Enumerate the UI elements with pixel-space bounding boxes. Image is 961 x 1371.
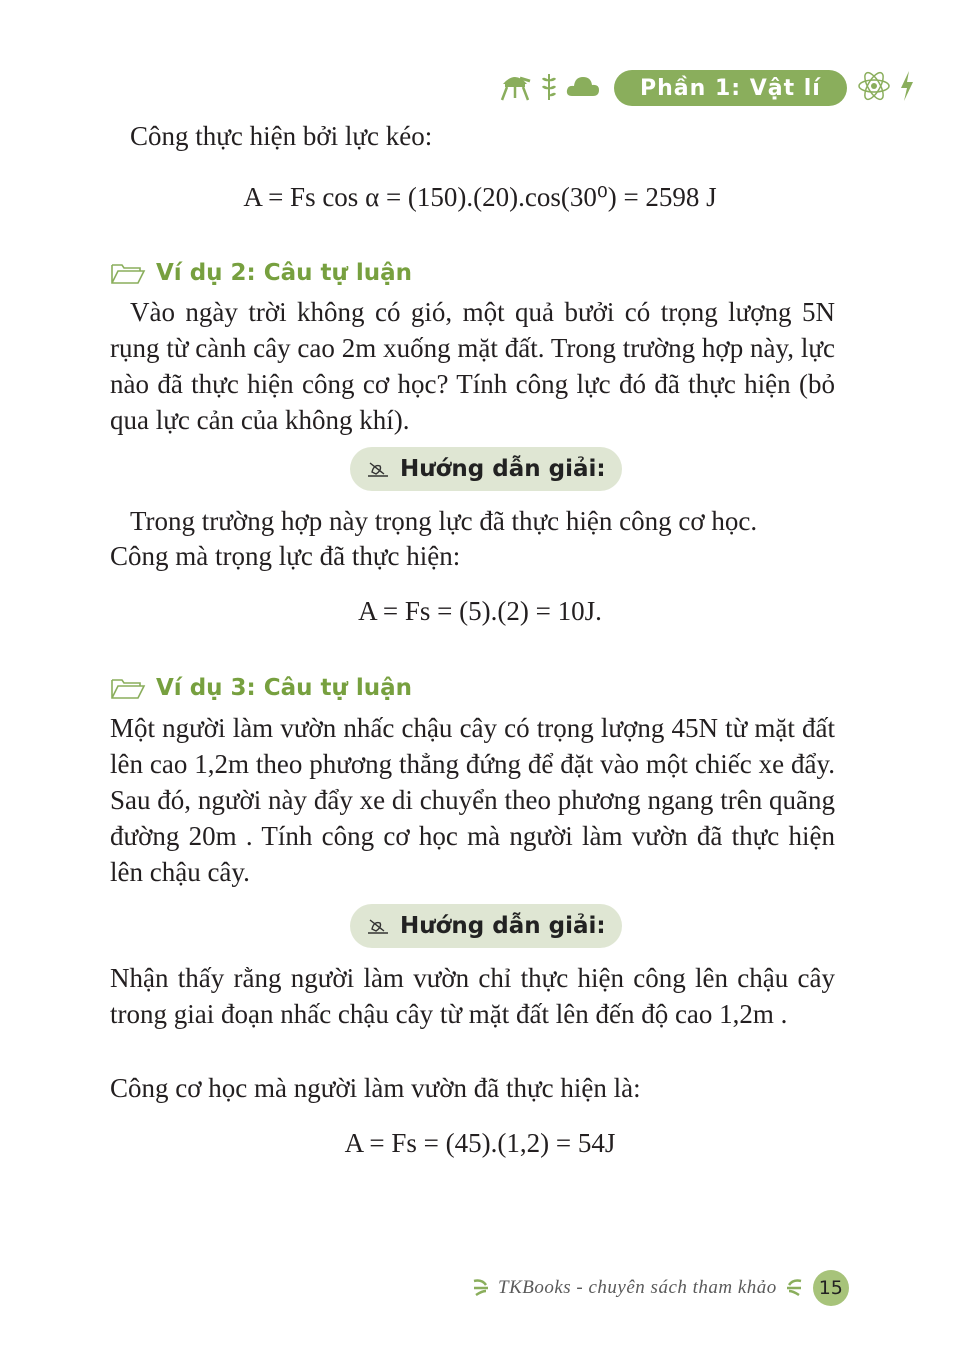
- leaf-left-icon: [472, 1277, 490, 1299]
- cloud-icon: [566, 74, 600, 103]
- publisher-text: TKBooks - chuyên sách tham khảo: [498, 1277, 777, 1298]
- guide-label: Hướng dẫn giải:: [400, 913, 606, 939]
- example-3-problem: Một người làm vườn nhấc chậu cây có trọng lượng 45N từ mặt đất lên cao 1,2m theo phương thẳng đứng để đặt vào một chiếc xe đẩy. Sau đó, người này đẩy xe di chuyển theo phương ngang trên quãng đường 20m . Tính công cơ học mà người làm vườn đã thực hiện lên chậu cây.: [110, 713, 835, 887]
- pen-icon: [366, 460, 390, 478]
- example-2-title: Ví dụ 2: Câu tự luận: [156, 260, 413, 286]
- leaf-right-icon: [785, 1277, 803, 1299]
- page-header: [498, 68, 923, 108]
- section-label: Phần 1: Vật lí: [614, 70, 847, 106]
- example-2-formula: A = Fs = (5).(2) = 10J.: [358, 596, 602, 626]
- example-2-guide-badge: [350, 447, 622, 491]
- example-3-solution-p1: Nhận thấy rằng người làm vườn chỉ thực hiện công lên chậu cây trong giai đoạn nhấc chậu cây từ mặt đất lên đến độ cao 1,2m .: [110, 963, 835, 1029]
- pen-icon: [366, 917, 390, 935]
- page-footer: [472, 1270, 849, 1306]
- example-3-guide-badge: [350, 904, 622, 948]
- plant-icon: [540, 70, 558, 107]
- atom-icon: [857, 69, 891, 108]
- intro-formula: A = Fs cos α = (150).(20).cos(30⁰) = 2598 J: [243, 182, 717, 212]
- guide-label: Hướng dẫn giải:: [400, 456, 606, 482]
- page-number: 15: [813, 1270, 849, 1306]
- example-2-problem: Vào ngày trời không có gió, một quả bưởi có trọng lượng 5N rụng từ cành cây cao 2m xuống mặt đất. Trong trường hợp này, lực nào đã thực hiện công cơ học? Tính công lực đó đã thực hiện (bỏ qua lực cản của không khí).: [110, 297, 835, 435]
- example-3-title: Ví dụ 3: Câu tự luận: [156, 675, 413, 701]
- intro-text: Công thực hiện bởi lực kéo:: [130, 121, 433, 151]
- lightning-icon: [899, 70, 915, 107]
- folder-icon: [110, 261, 146, 285]
- example-3-heading: [110, 675, 412, 701]
- example-3-solution-p2: Công cơ học mà người làm vườn đã thực hiện là:: [110, 1073, 641, 1103]
- example-2-solution-line2: Công mà trọng lực đã thực hiện:: [110, 541, 461, 571]
- lab-stand-icon: [498, 70, 532, 107]
- example-3-formula: A = Fs = (45).(1,2) = 54J: [344, 1128, 616, 1158]
- example-2-solution-line1: Trong trường hợp này trọng lực đã thực hiện công cơ học.: [130, 506, 758, 536]
- folder-icon: [110, 676, 146, 700]
- example-2-heading: [110, 260, 412, 286]
